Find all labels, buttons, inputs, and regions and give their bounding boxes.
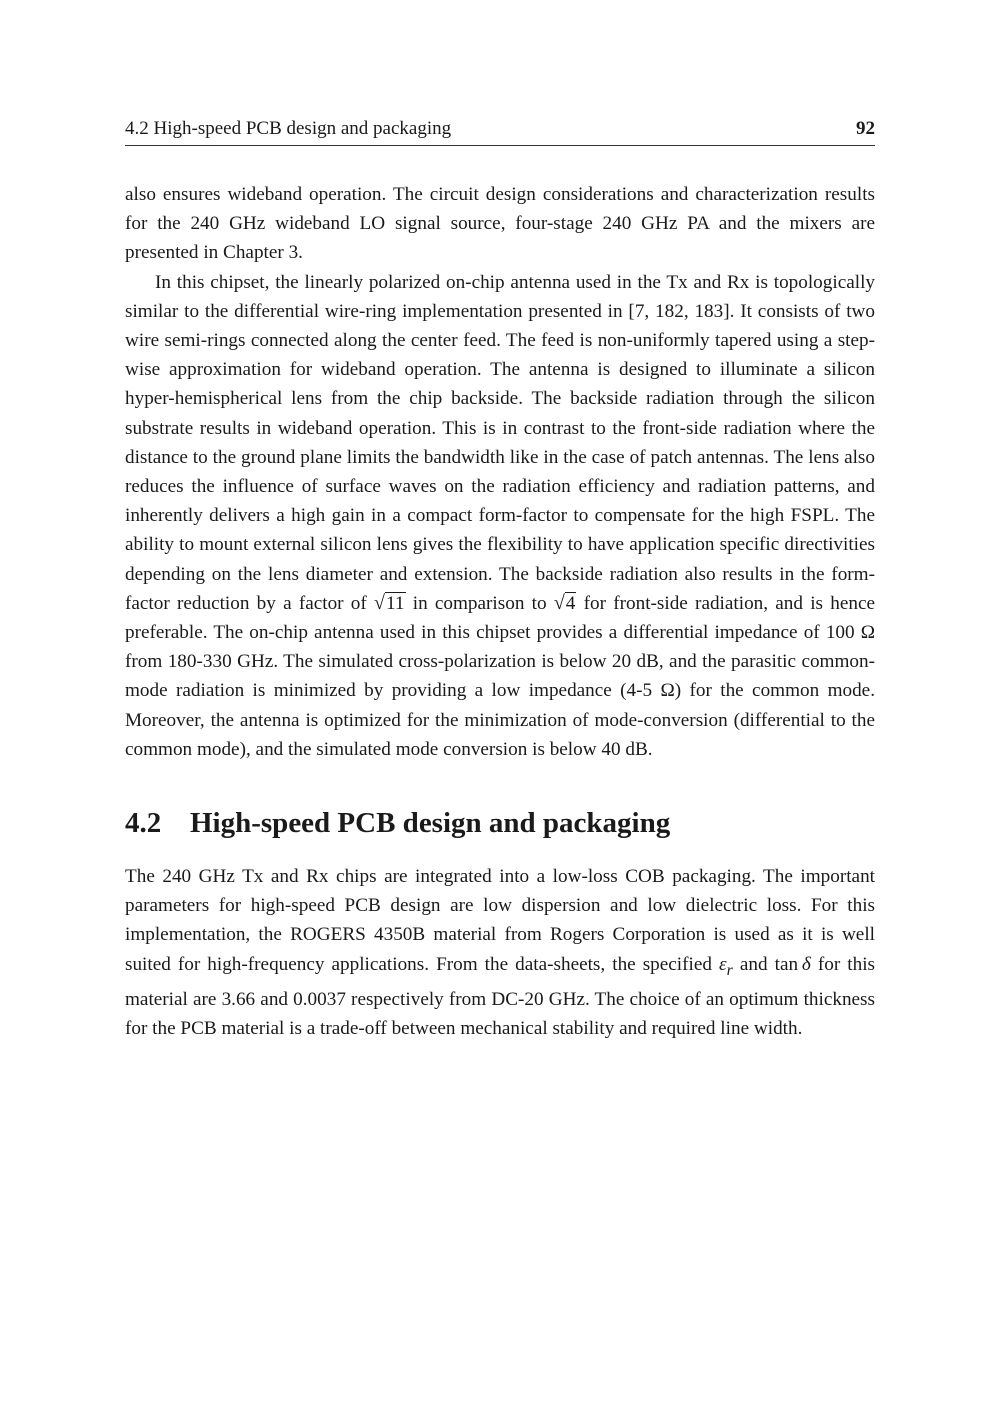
page-number: 92 [856,118,875,139]
sqrt-11-arg: 11 [386,592,405,614]
epsilon-symbol: $\varepsilon_r$ [719,953,733,979]
section-title: High-speed PCB design and packaging [190,807,671,840]
running-header-title: 4.2 High-speed PCB design and packaging [125,118,452,139]
paragraph-1: also ensures wideband operation. The circuit design considerations and characterization results for the 240 GHz wideband LO signal source, four-stage 240 GHz PA and the mixers are presented in Chapter 3. [125,184,875,264]
section-heading [125,806,875,840]
delta-symbol: δ [801,953,811,975]
section-number: 4.2 [125,807,162,840]
paragraph-2-part-b: in comparison to [412,592,547,614]
sqrt-4: √4 [553,591,576,614]
page [125,118,875,1043]
paragraph-2-part-c: for front-side radiation, and is hence preferable. The on-chip antenna used in this chipset provides a differential impedance of 100 Ω from 180-330 GHz. The simulated cross-polarization is below 20 dB, and the parasitic common-mode radiation is minimized by providing a low impedance (4-5 Ω) for the common mode. Moreover, the antenna is optimized for the minimization of mode-conversion (differential to the common mode), and the simulated mode conversion is below 40 dB. [125,592,875,760]
body-text [125,180,875,1043]
paragraph-3-part-a: The 240 GHz Tx and Rx chips are integrated into a low-loss COB packaging. The important parameters for high-speed PCB design are low dispersion and low dielectric loss. For this implementation, the ROGERS 4350B material from Rogers Corporation is used as it is well suited for high-frequency applications. From the data-sheets, the specified [125,866,875,975]
paragraph-2 [125,268,875,764]
paragraph-3 [125,862,875,1043]
paragraph-2-part-a: In this chipset, the linearly polarized on-chip antenna used in the Tx and Rx is topologically similar to the differential wire-ring implementation presented in [7, 182, 183]. It consists of two wire semi-rings connected along the center feed. The feed is non-uniformly tapered using a step-wise approximation for wideband operation. The antenna is designed to illuminate a silicon hyper-hemispherical lens from the chip backside. The backside radiation through the silicon substrate results in wideband operation. This is in contrast to the front-side radiation where the distance to the ground plane limits the bandwidth like in the case of patch antennas. The lens also reduces the influence of surface waves on the radiation efficiency and radiation patterns, and inherently delivers a high gain in a compact form-factor to compensate for the high FSPL. The ability to mount external silicon lens gives the flexibility to have application specific directivities depending on the lens diameter and extension. The backside radiation also results in the form-factor reduction by a factor of [125,271,875,614]
paragraph-3-part-c: for this material are 3.66 and 0.0037 respectively from DC-20 GHz. The choice of an optimum thickness for the PCB material is a trade-off between mechanical stability and required line width. [125,953,876,1039]
running-header [125,118,875,146]
paragraph-3-part-b: and tan [739,953,799,975]
sqrt-4-arg: 4 [565,592,576,614]
sqrt-11: √11 [374,591,405,614]
